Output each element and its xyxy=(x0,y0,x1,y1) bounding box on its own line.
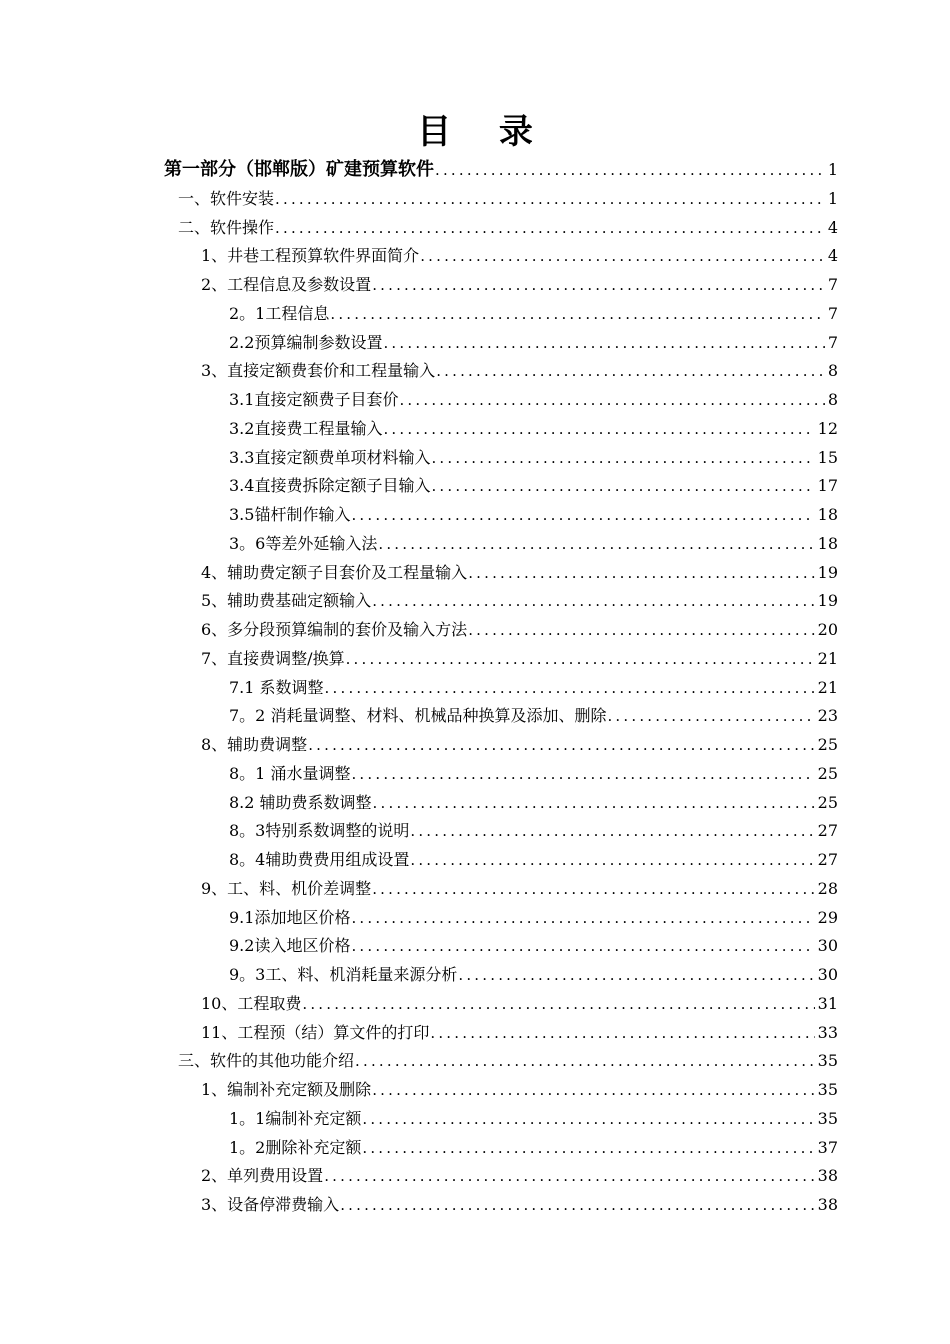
toc-entry[interactable] xyxy=(229,382,838,410)
toc-page-number: 7 xyxy=(827,275,838,294)
toc-page-number: 25 xyxy=(817,735,838,754)
toc-entry-title: 9.2读入地区价格 xyxy=(229,936,351,956)
toc-dot-leader xyxy=(399,390,824,410)
toc-entry[interactable] xyxy=(201,267,838,295)
toc-entry[interactable] xyxy=(201,986,838,1014)
toc-dot-leader xyxy=(362,1109,814,1129)
toc-page-number: 38 xyxy=(817,1166,838,1186)
toc-page-number: 19 xyxy=(817,562,838,582)
toc-page-number: 23 xyxy=(817,706,838,726)
toc-entry[interactable] xyxy=(201,727,838,755)
toc-entry-title: 8。4辅助费费用组成设置 xyxy=(229,850,410,869)
toc-entry-title: 7、直接费调整/换算 xyxy=(201,648,345,668)
toc-dot-leader xyxy=(372,879,814,899)
toc-entry-title: 9.1添加地区价格 xyxy=(229,907,351,927)
toc-page-number: 19 xyxy=(817,591,838,611)
toc-page-number: 25 xyxy=(817,792,838,812)
toc-page-number: 18 xyxy=(817,533,838,553)
toc-page-number: 31 xyxy=(817,993,838,1013)
toc-entry[interactable] xyxy=(201,238,838,266)
toc-dot-leader xyxy=(275,218,825,238)
toc-dot-leader xyxy=(373,793,815,813)
toc-dot-leader xyxy=(431,476,814,496)
toc-entry-title: 3.3直接定额费单项材料输入 xyxy=(229,447,431,467)
toc-dot-leader xyxy=(383,419,814,439)
toc-page-number: 35 xyxy=(817,1108,838,1128)
toc-dot-leader xyxy=(410,821,814,841)
toc-page-number: 21 xyxy=(817,648,838,668)
toc-entry-title: 3.4直接费拆除定额子目输入 xyxy=(229,476,431,496)
toc-dot-leader xyxy=(308,735,814,755)
toc-entry-title: 1、编制补充定额及删除 xyxy=(201,1080,372,1099)
toc-entry[interactable] xyxy=(201,555,838,583)
toc-entry[interactable] xyxy=(229,756,838,784)
toc-page-number: 8 xyxy=(827,361,838,381)
toc-page-number: 17 xyxy=(817,476,838,496)
toc-entry-title: 第一部分（邯郸版）矿建预算软件 xyxy=(164,159,434,180)
toc-entry[interactable] xyxy=(229,698,838,726)
toc-dot-leader xyxy=(351,936,814,956)
toc-dot-leader xyxy=(372,591,814,611)
toc-page-number: 25 xyxy=(817,763,838,783)
toc-page-number: 21 xyxy=(817,677,838,697)
toc-entry[interactable] xyxy=(178,210,838,238)
toc-entry-title: 2、单列费用设置 xyxy=(201,1166,324,1186)
toc-page-number: 1 xyxy=(827,160,838,179)
toc-page-number: 33 xyxy=(817,1022,838,1042)
toc-dot-leader xyxy=(458,965,814,985)
toc-entry-title: 9、工、料、机价差调整 xyxy=(201,878,372,898)
toc-page-number: 30 xyxy=(817,965,838,984)
toc-page-number: 35 xyxy=(817,1051,838,1071)
toc-page-number: 15 xyxy=(817,447,838,467)
toc-entry-title: 1。1编制补充定额 xyxy=(229,1108,362,1128)
toc-entry-title: 5、辅助费基础定额输入 xyxy=(201,591,372,611)
toc-dot-leader xyxy=(431,448,814,468)
toc-entry[interactable] xyxy=(229,497,838,525)
toc-entry-title: 2。1工程信息 xyxy=(229,303,330,323)
toc-page-number: 12 xyxy=(817,418,838,438)
toc-dot-leader xyxy=(372,275,825,295)
toc-entry[interactable] xyxy=(229,1101,838,1129)
toc-dot-leader xyxy=(378,534,814,554)
toc-entry-title: 10、工程取费 xyxy=(201,993,302,1013)
toc-dot-leader xyxy=(351,505,814,525)
toc-entry-title: 3.1直接定额费子目套价 xyxy=(229,390,399,409)
toc-dot-leader xyxy=(362,1138,814,1158)
toc-page-number: 4 xyxy=(827,246,838,266)
toc-page-number: 7 xyxy=(827,332,838,352)
toc-entry[interactable] xyxy=(229,813,838,841)
toc-entry[interactable] xyxy=(178,181,838,209)
toc-page-number: 28 xyxy=(817,878,838,898)
toc-entry-title: 6、多分段预算编制的套价及输入方法 xyxy=(201,620,468,639)
toc-entry[interactable] xyxy=(229,468,838,496)
toc-dot-leader xyxy=(468,620,814,640)
toc-entry-title: 4、辅助费定额子目套价及工程量输入 xyxy=(201,562,468,582)
toc-page-number: 27 xyxy=(817,821,838,841)
toc-entry-title: 3.5锚杆制作输入 xyxy=(229,505,351,524)
toc-page-number: 18 xyxy=(817,505,838,524)
toc-entry[interactable] xyxy=(229,928,838,956)
toc-dot-leader xyxy=(468,563,814,583)
toc-page-number: 7 xyxy=(827,303,838,323)
toc-entry-title: 11、工程预（结）算文件的打印 xyxy=(201,1022,430,1042)
toc-entry[interactable] xyxy=(229,957,838,985)
toc-dot-leader xyxy=(607,706,814,726)
toc-entry[interactable] xyxy=(229,411,838,439)
toc-dot-leader xyxy=(436,361,825,381)
toc-entry[interactable] xyxy=(201,1187,838,1215)
toc-entry-title: 7.1 系数调整 xyxy=(229,677,324,697)
toc-entry-title: 8。1 涌水量调整 xyxy=(229,763,351,783)
toc-page-number: 37 xyxy=(817,1137,838,1157)
toc-entry-title: 3、直接定额费套价和工程量输入 xyxy=(201,361,436,381)
toc-dot-leader xyxy=(420,246,825,266)
toc-page-number: 8 xyxy=(827,390,838,409)
toc-dot-leader xyxy=(372,1080,814,1100)
toc-page-number: 1 xyxy=(827,188,838,208)
toc-entry-title: 7。2 消耗量调整、材料、机械品种换算及添加、删除 xyxy=(229,706,607,726)
toc-page-number: 38 xyxy=(817,1195,838,1214)
toc-entry-title: 3。6等差外延输入法 xyxy=(229,533,378,553)
toc-entry-title: 8、辅助费调整 xyxy=(201,735,308,754)
toc-entry-title: 二、软件操作 xyxy=(178,217,275,237)
toc-dot-leader xyxy=(302,994,814,1014)
toc-entry[interactable] xyxy=(164,152,838,180)
toc-page-number: 27 xyxy=(817,850,838,869)
toc-dot-leader xyxy=(430,1023,814,1043)
toc-page-number: 29 xyxy=(817,907,838,927)
toc-dot-leader xyxy=(330,304,824,324)
toc-entry-title: 8.2 辅助费系数调整 xyxy=(229,792,372,812)
toc-dot-leader xyxy=(351,908,814,928)
toc-entry-title: 2.2预算编制参数设置 xyxy=(229,332,383,352)
toc-entry[interactable] xyxy=(229,670,838,698)
toc-entry[interactable] xyxy=(201,1072,838,1100)
toc-entry[interactable] xyxy=(229,900,838,928)
toc-dot-leader xyxy=(324,1166,814,1186)
toc-entry-title: 2、工程信息及参数设置 xyxy=(201,275,372,294)
toc-entry[interactable] xyxy=(229,1130,838,1158)
toc-entry[interactable] xyxy=(201,1015,838,1043)
toc-entry[interactable] xyxy=(201,871,838,899)
toc-dot-leader xyxy=(410,850,814,870)
toc-title: 目 录 xyxy=(417,112,551,152)
toc-entry[interactable] xyxy=(178,1043,838,1071)
toc-entry[interactable] xyxy=(229,440,838,468)
toc-entry-title: 三、软件的其他功能介绍 xyxy=(178,1051,355,1071)
toc-page-number: 4 xyxy=(827,217,838,237)
toc-entry-title: 3、设备停滞费输入 xyxy=(201,1195,340,1214)
toc-entry-title: 9。3工、料、机消耗量来源分析 xyxy=(229,965,458,984)
toc-page-number: 35 xyxy=(817,1080,838,1099)
toc-dot-leader xyxy=(351,764,814,784)
toc-dot-leader xyxy=(355,1051,815,1071)
toc-entry[interactable] xyxy=(229,325,838,353)
toc-entry[interactable] xyxy=(229,526,838,554)
toc-entry-title: 1。2删除补充定额 xyxy=(229,1137,362,1157)
toc-dot-leader xyxy=(346,649,815,669)
toc-entry-title: 一、软件安装 xyxy=(178,188,275,208)
toc-dot-leader xyxy=(275,189,825,209)
toc-entry-title: 8。3特别系数调整的说明 xyxy=(229,821,410,841)
toc-entry[interactable] xyxy=(201,612,838,640)
toc-page-number: 20 xyxy=(817,620,838,639)
toc-entry[interactable] xyxy=(229,842,838,870)
toc-dot-leader xyxy=(383,333,824,353)
toc-page-number: 30 xyxy=(817,936,838,956)
toc-dot-leader xyxy=(325,678,815,698)
toc-dot-leader xyxy=(340,1195,814,1215)
toc-entry[interactable] xyxy=(229,785,838,813)
toc-entry[interactable] xyxy=(201,583,838,611)
toc-entry[interactable] xyxy=(229,296,838,324)
toc-entry[interactable] xyxy=(201,641,838,669)
toc-entry-title: 1、井巷工程预算软件界面简介 xyxy=(201,246,420,266)
toc-entry[interactable] xyxy=(201,353,838,381)
toc-entry[interactable] xyxy=(201,1158,838,1186)
toc-entry-title: 3.2直接费工程量输入 xyxy=(229,418,383,438)
toc-dot-leader xyxy=(435,160,825,180)
